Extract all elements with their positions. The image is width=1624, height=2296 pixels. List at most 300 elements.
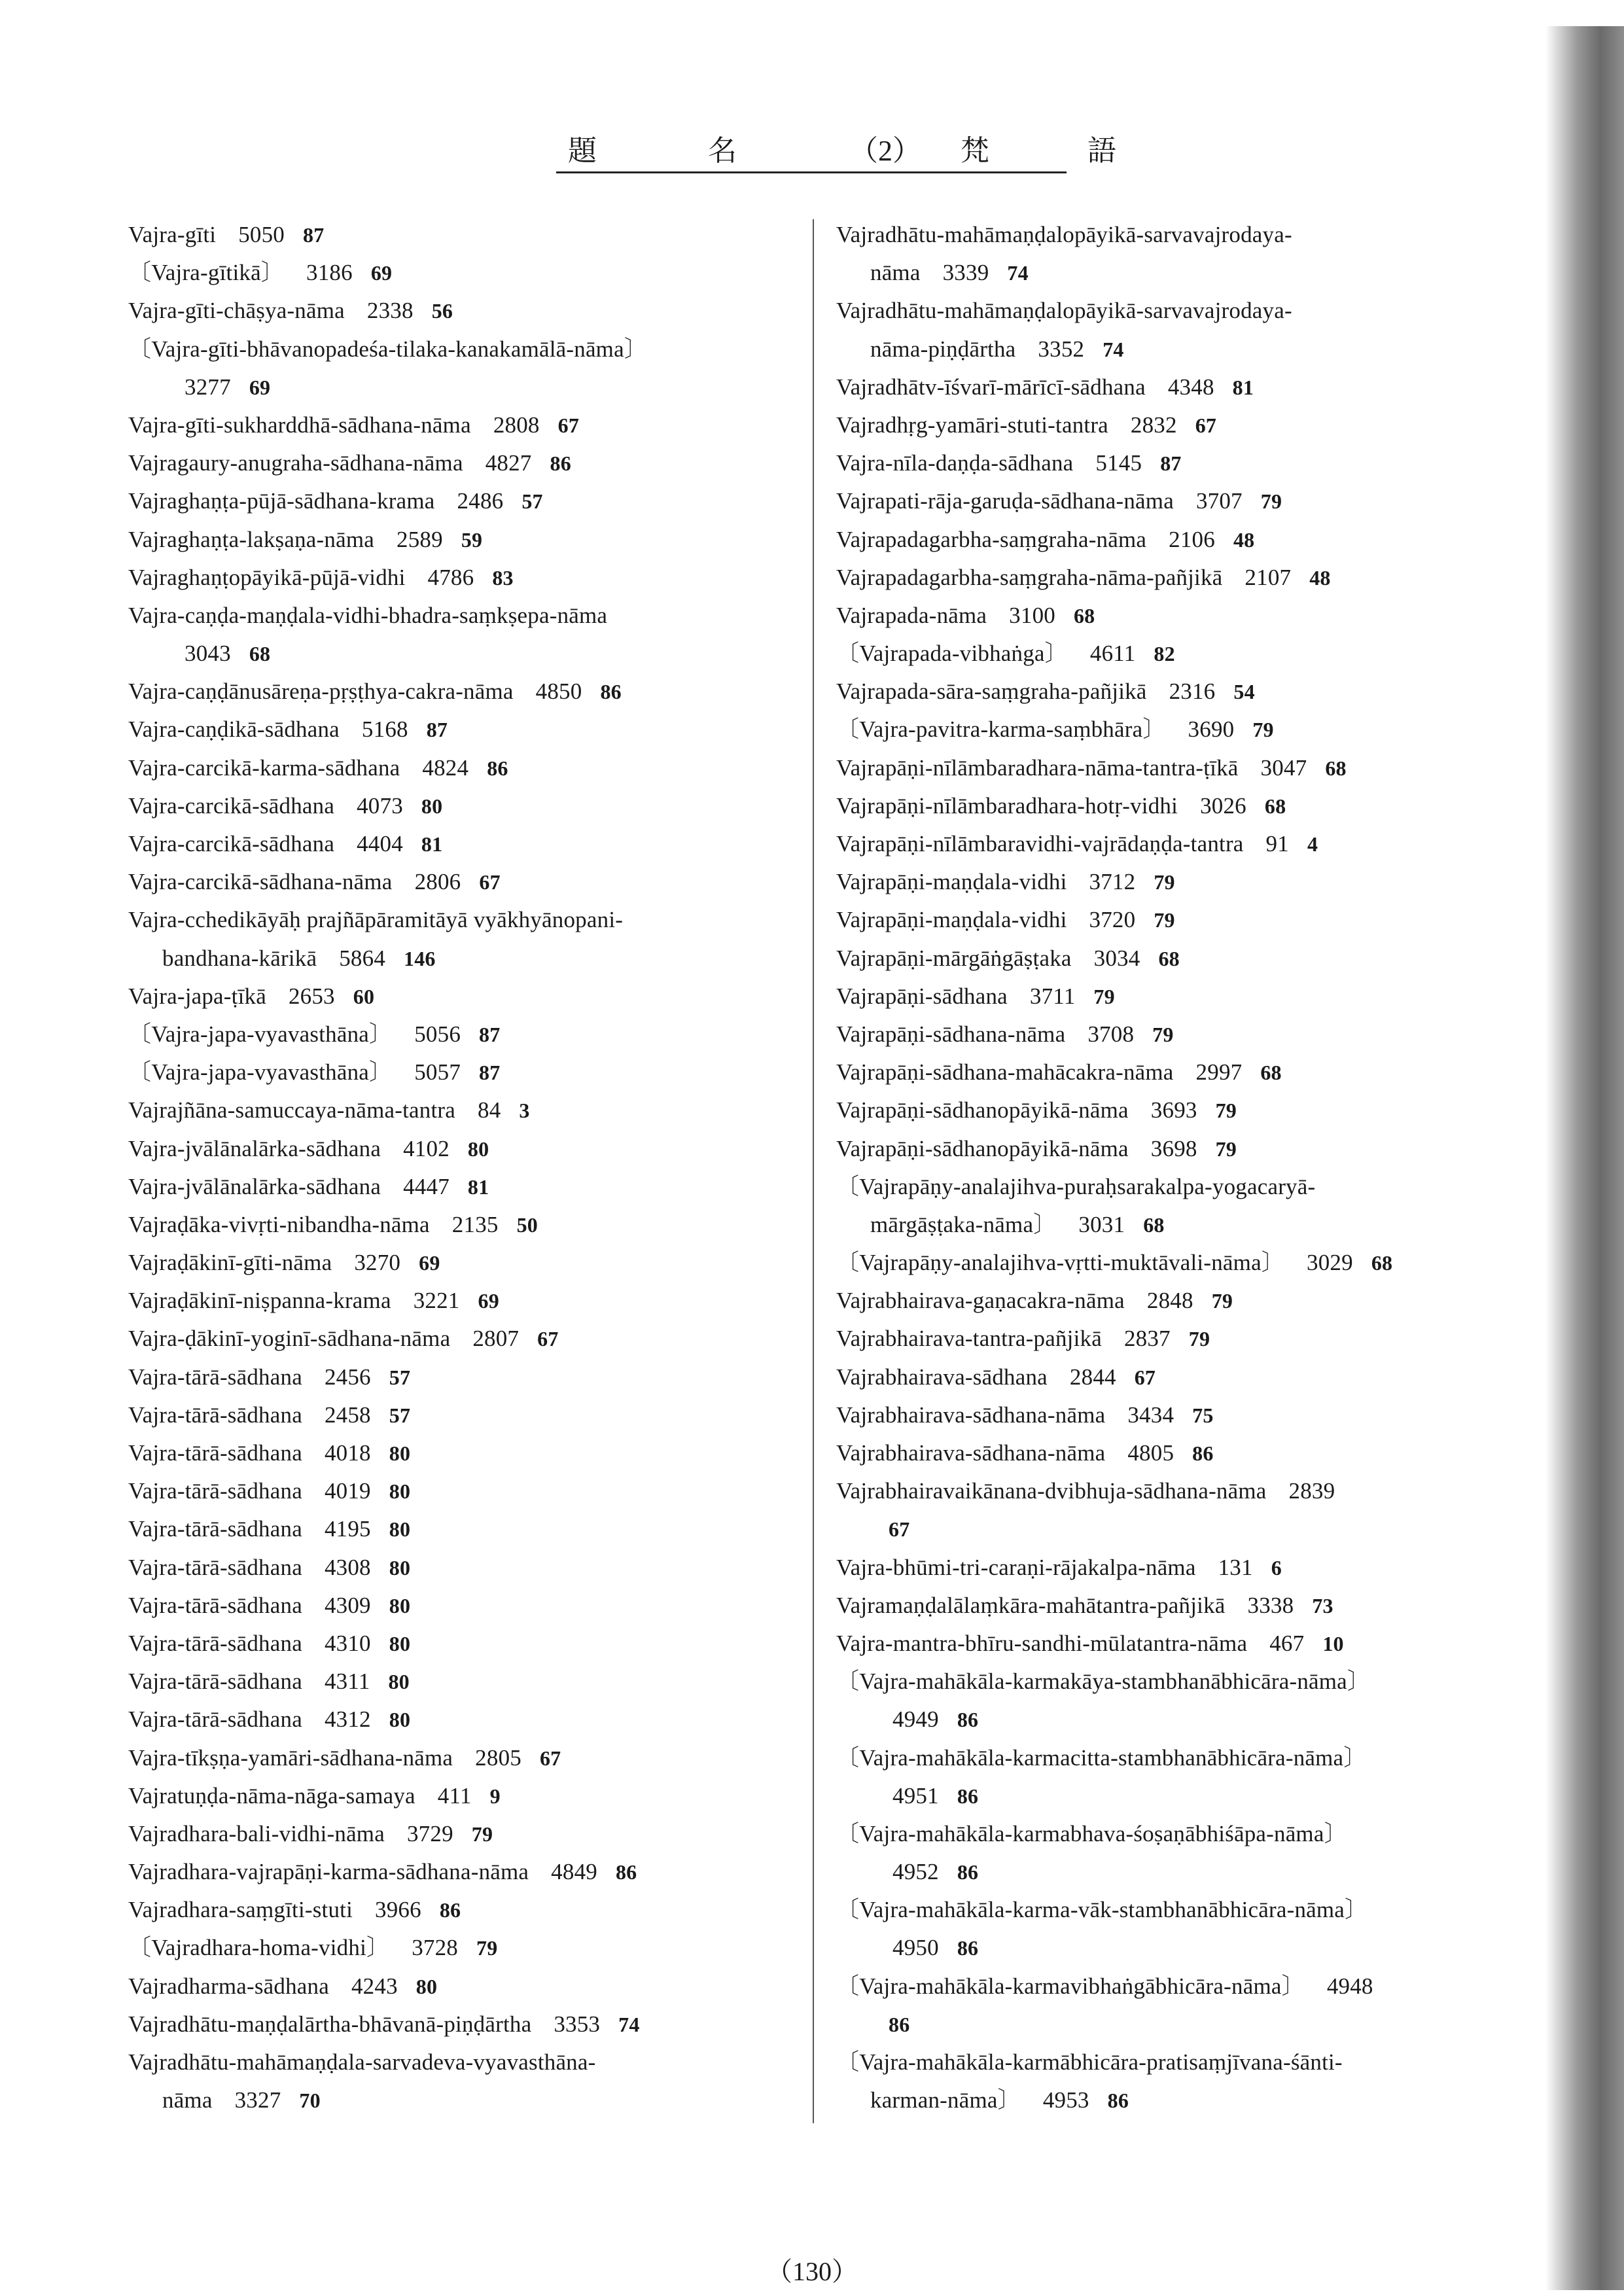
index-entry (128, 940, 789, 978)
entry-title: Vajraghaṇṭa-lakṣaṇa-nāma (128, 526, 374, 552)
entry-title: Vajrapāṇi-sādhana-mahācakra-nāma (836, 1059, 1174, 1086)
index-entry (836, 2043, 1517, 2081)
entry-page-number: 87 (479, 1061, 501, 1085)
index-entry (128, 978, 789, 1016)
entry-title: Vajrapāṇi-nīlāmbaravidhi-vajrādaṇḍa-tantra (836, 831, 1244, 857)
index-entry (836, 444, 1517, 482)
entry-page-number: 67 (557, 413, 580, 437)
entry-page-number: 69 (478, 1289, 499, 1313)
entry-catalog-number: 3720 (1089, 907, 1136, 933)
entry-page-number: 68 (1325, 756, 1347, 780)
entry-title: Vajradhara-saṃgīti-stuti (128, 1897, 353, 1923)
entry-catalog-number: 4827 (485, 450, 532, 476)
entry-title: Vajradhātu-mahāmaṇḍala-sarvadeva-vyavasthāna- (128, 2049, 596, 2075)
index-entry (836, 673, 1517, 711)
entry-title: Vajra-nīla-daṇḍa-sādhana (836, 450, 1074, 476)
index-entry (128, 1472, 789, 1510)
index-entry (128, 1396, 789, 1434)
entry-page-number: 87 (426, 718, 448, 742)
index-entry (128, 1777, 789, 1815)
index-entry (128, 1016, 789, 1053)
index-entry (836, 292, 1517, 330)
entry-catalog-number: 2839 (1288, 1478, 1335, 1504)
index-entry (836, 2005, 1517, 2043)
entry-page-number: 69 (249, 375, 271, 399)
entry-page-number: 57 (521, 489, 543, 514)
index-entry (836, 978, 1517, 1016)
entry-catalog-number: 2486 (457, 488, 504, 514)
entry-title: 〔Vajra-mahākāla-karmabhava-śoṣaṇābhiśāpa-nāma〕 (836, 1820, 1347, 1846)
header-char-1: 題 (568, 135, 597, 167)
entry-catalog-number: 3047 (1260, 754, 1307, 781)
entry-catalog-number: 3353 (554, 2011, 601, 2037)
entry-page-number: 86 (550, 451, 571, 476)
index-entry (836, 1053, 1517, 1091)
entry-catalog-number: 4019 (324, 1478, 371, 1504)
entry-page-number: 86 (615, 1860, 637, 1884)
index-entry (128, 1130, 789, 1168)
entry-title: Vajra-jvālānalārka-sādhana (128, 1173, 381, 1199)
entry-catalog-number: 4948 (1326, 1973, 1373, 1999)
index-entry (128, 406, 789, 444)
entry-page-number: 80 (389, 1441, 411, 1465)
entry-catalog-number: 3327 (234, 2087, 281, 2113)
index-entry (128, 1434, 789, 1472)
index-entry (836, 1853, 1517, 1891)
entry-catalog-number: 2458 (324, 1402, 371, 1428)
entry-title: Vajra-gīti-chāṣya-nāma (128, 298, 345, 324)
header-section-number: （2） (849, 135, 921, 167)
entry-page-number: 79 (1252, 718, 1274, 742)
entry-page-number: 9 (489, 1784, 501, 1808)
index-entry (836, 711, 1517, 749)
entry-title: Vajradhātv-īśvarī-mārīcī-sādhana (836, 374, 1146, 400)
entry-catalog-number: 3270 (354, 1250, 401, 1276)
entry-title: Vajraḍākinī-niṣpanna-krama (128, 1288, 391, 1314)
entry-catalog-number: 4447 (403, 1173, 450, 1199)
entry-title: Vajra-ḍākinī-yoginī-sādhana-nāma (128, 1326, 451, 1352)
entry-page-number: 70 (299, 2089, 321, 2113)
entry-title: Vajra-tārā-sādhana (128, 1592, 302, 1618)
entry-catalog-number: 2106 (1169, 526, 1215, 552)
entry-page-number: 74 (1007, 261, 1029, 285)
entry-page-number: 59 (461, 527, 483, 552)
entry-catalog-number: 4949 (892, 1706, 939, 1733)
entry-title: 〔Vajra-gīti-bhāvanopadeśa-tilaka-kanakamālā-nāma〕 (128, 336, 648, 362)
entry-title: Vajra-japa-ṭīkā (128, 983, 266, 1009)
entry-page-number: 79 (1188, 1327, 1210, 1351)
entry-title: Vajrapāṇi-maṇḍala-vidhi (836, 869, 1067, 895)
index-entry (128, 254, 789, 292)
index-entry (128, 597, 789, 635)
entry-title: 〔Vajrapada-vibhaṅga〕 (836, 641, 1068, 667)
index-entry (128, 1663, 789, 1701)
entry-page-number: 86 (1107, 2089, 1129, 2113)
index-entry (836, 1701, 1517, 1739)
entry-page-number: 48 (1233, 527, 1255, 552)
entry-page-number: 67 (479, 870, 501, 894)
entry-title: Vajrabhairavaikānana-dvibhuja-sādhana-nāma (836, 1478, 1267, 1504)
entry-page-number: 86 (889, 2012, 910, 2036)
entry-page-number: 146 (404, 946, 436, 970)
entry-title: 〔Vajrapāṇy-analajihva-vṛtti-muktāvali-nāma〕 (836, 1250, 1284, 1276)
header-char-4: 語 (1087, 135, 1116, 167)
entry-title: Vajradhara-bali-vidhi-nāma (128, 1820, 385, 1846)
column-divider (813, 219, 814, 2123)
index-entry (128, 825, 789, 863)
entry-title: Vajrapāṇi-sādhana-nāma (836, 1021, 1066, 1047)
header-char-3: 梵 (961, 135, 989, 167)
index-entry (836, 1168, 1517, 1206)
entry-catalog-number: 5050 (238, 222, 285, 247)
entry-page-number: 80 (388, 1670, 410, 1694)
entry-page-number: 3 (519, 1099, 530, 1123)
entry-catalog-number: 2848 (1146, 1288, 1193, 1314)
entry-title: Vajra-caṇḍikā-sādhana (128, 716, 340, 743)
entry-title: 〔Vajra-gītikā〕 (128, 260, 285, 286)
entry-title: Vajra-caṇḍa-maṇḍala-vidhi-bhadra-saṃkṣepa-nāma (128, 602, 608, 628)
index-entry (128, 1053, 789, 1091)
entry-page-number: 81 (1232, 375, 1254, 399)
entry-title: 〔Vajra-mahākāla-karmakāya-stambhanābhicāra-nāma〕 (836, 1669, 1371, 1695)
entry-catalog-number: 4073 (357, 792, 403, 819)
entry-catalog-number: 3186 (306, 260, 353, 286)
entry-page-number: 87 (303, 223, 325, 247)
entry-catalog-number: 2997 (1195, 1059, 1243, 1086)
entry-title: mārgāṣṭaka-nāma〕 (870, 1211, 1057, 1237)
entry-page-number: 79 (1260, 489, 1282, 514)
index-entry (836, 1282, 1517, 1320)
index-entry (128, 749, 789, 787)
entry-title: 〔Vajra-mahākāla-karmavibhaṅgābhicāra-nāma〕 (836, 1973, 1305, 1999)
entry-title: Vajra-caṇḍānusāreṇa-pṛṣṭhya-cakra-nāma (128, 679, 514, 705)
entry-catalog-number: 2844 (1069, 1364, 1116, 1390)
entry-title: Vajra-tārā-sādhana (128, 1516, 302, 1542)
entry-title: Vajrabhairava-tantra-pañjikā (836, 1326, 1102, 1352)
entry-catalog-number: 2338 (366, 298, 414, 324)
entry-title: Vajradhātu-mahāmaṇḍalopāyikā-sarvavajrodaya- (836, 298, 1292, 324)
entry-page-number: 80 (389, 1593, 411, 1617)
entry-title: Vajradhṛg-yamāri-stuti-tantra (836, 412, 1108, 438)
entry-title: Vajrapadagarbha-saṃgraha-nāma-pañjikā (836, 564, 1223, 590)
index-entry (128, 1358, 789, 1396)
entry-title: Vajratuṇḍa-nāma-nāga-samaya (128, 1782, 415, 1809)
entry-title: Vajrapāṇi-sādhanopāyikā-nāma (836, 1135, 1129, 1161)
entry-catalog-number: 4850 (535, 679, 582, 705)
entry-catalog-number: 5168 (361, 716, 408, 743)
entry-title: Vajraghaṇṭopāyikā-pūjā-vidhi (128, 564, 406, 590)
entry-catalog-number: 2808 (493, 412, 540, 438)
entry-page-number: 67 (1134, 1365, 1156, 1389)
index-entry (128, 1853, 789, 1891)
index-entry (128, 1929, 789, 1967)
entry-catalog-number: 131 (1218, 1554, 1253, 1580)
entry-catalog-number: 4951 (892, 1782, 939, 1809)
index-entry (128, 1701, 789, 1739)
index-entry (836, 482, 1517, 520)
entry-title: Vajra-tīkṣṇa-yamāri-sādhana-nāma (128, 1744, 453, 1771)
entry-catalog-number: 2316 (1169, 679, 1216, 705)
index-entry (836, 1510, 1517, 1548)
entry-page-number: 80 (421, 794, 443, 818)
index-entry (128, 1968, 789, 2005)
entry-page-number: 67 (537, 1327, 559, 1351)
entry-title: Vajra-gīti-sukharddhā-sādhana-nāma (128, 412, 471, 438)
index-entry (128, 901, 789, 939)
entry-catalog-number: 5864 (339, 945, 386, 971)
entry-catalog-number: 2832 (1130, 412, 1177, 438)
index-entry (836, 559, 1517, 597)
index-entry (836, 2081, 1517, 2119)
entry-catalog-number: 2807 (472, 1326, 520, 1352)
index-entry (128, 1815, 789, 1853)
entry-catalog-number: 3698 (1150, 1135, 1197, 1161)
entry-page-number: 79 (1154, 908, 1175, 932)
entry-title: Vajradharma-sādhana (128, 1973, 329, 1999)
entry-catalog-number: 3277 (185, 374, 231, 400)
index-entry (836, 1472, 1517, 1510)
index-entry (128, 482, 789, 520)
entry-title: Vajrapati-rāja-garuḍa-sādhana-nāma (836, 488, 1174, 514)
entry-catalog-number: 4404 (357, 831, 403, 857)
entry-page-number: 86 (957, 1936, 979, 1960)
index-entry (836, 863, 1517, 901)
entry-catalog-number: 4805 (1127, 1440, 1174, 1466)
entry-title: Vajra-jvālānalārka-sādhana (128, 1135, 381, 1161)
entry-page-number: 80 (389, 1631, 411, 1655)
entry-page-number: 67 (539, 1746, 561, 1770)
entry-page-number: 57 (389, 1403, 411, 1427)
index-entry (128, 1206, 789, 1244)
entry-catalog-number: 4102 (403, 1135, 450, 1161)
index-entry (128, 559, 789, 597)
entry-page-number: 68 (1260, 1061, 1282, 1085)
entry-title: Vajra-tārā-sādhana (128, 1364, 302, 1390)
index-entry (128, 521, 789, 559)
entry-page-number: 80 (389, 1517, 411, 1542)
index-entry (128, 863, 789, 901)
entry-title: nāma (870, 260, 921, 286)
index-entry (836, 1587, 1517, 1625)
entry-catalog-number: 2805 (475, 1744, 521, 1771)
index-entry (128, 787, 789, 825)
entry-page-number: 87 (479, 1022, 501, 1046)
entry-title: Vajra-tārā-sādhana (128, 1554, 302, 1580)
entry-page-number: 79 (1211, 1289, 1233, 1313)
index-entry (128, 216, 789, 254)
index-entry (836, 1016, 1517, 1053)
entry-catalog-number: 2837 (1123, 1326, 1171, 1352)
entry-title: nāma-piṇḍārtha (870, 336, 1016, 362)
entry-page-number: 60 (353, 984, 375, 1008)
index-entry (836, 1091, 1517, 1129)
index-entry (128, 711, 789, 749)
index-entry (128, 292, 789, 330)
index-entry (836, 521, 1517, 559)
header-char-2: 名 (708, 135, 737, 167)
index-entry (836, 1396, 1517, 1434)
entry-catalog-number: 2653 (288, 983, 335, 1009)
entry-catalog-number: 4611 (1089, 641, 1136, 667)
entry-page-number: 81 (467, 1174, 489, 1199)
entry-title: Vajrapāṇi-mārgāṅgāṣṭaka (836, 945, 1072, 971)
entry-catalog-number: 5145 (1095, 450, 1142, 476)
index-entry (836, 1358, 1517, 1396)
entry-title: Vajra-carcikā-karma-sādhana (128, 754, 400, 781)
index-entry (836, 1625, 1517, 1663)
entry-title: Vajra-cchedikāyāḥ prajñāpāramitāyā vyākhyānopani- (128, 907, 624, 933)
entry-catalog-number: 4849 (551, 1859, 597, 1885)
entry-page-number: 83 (492, 565, 514, 590)
entry-title: Vajradhara-vajrapāṇi-karma-sādhana-nāma (128, 1859, 529, 1885)
index-entry (836, 1130, 1517, 1168)
entry-title: Vajra-tārā-sādhana (128, 1478, 302, 1504)
entry-catalog-number: 4824 (422, 754, 469, 781)
left-index-column (128, 216, 789, 2119)
entry-catalog-number: 2456 (324, 1364, 371, 1390)
entry-catalog-number: 3043 (185, 641, 231, 667)
entry-title: Vajrapāṇi-sādhana (836, 983, 1008, 1009)
entry-page-number: 10 (1322, 1631, 1344, 1655)
entry-page-number: 50 (516, 1212, 538, 1237)
entry-title: Vajra-tārā-sādhana (128, 1440, 302, 1466)
index-entry (836, 1929, 1517, 1967)
index-entry (128, 2005, 789, 2043)
entry-title: Vajrapāṇi-maṇḍala-vidhi (836, 907, 1067, 933)
index-entry (128, 1891, 789, 1929)
index-entry (128, 1625, 789, 1663)
page-header (556, 130, 1116, 173)
entry-page-number: 80 (389, 1479, 411, 1504)
entry-catalog-number: 411 (437, 1782, 472, 1809)
entry-catalog-number: 3029 (1307, 1250, 1353, 1276)
entry-catalog-number: 4952 (892, 1859, 939, 1885)
index-entry (128, 444, 789, 482)
entry-title: Vajrapada-sāra-saṃgraha-pañjikā (836, 679, 1147, 705)
entry-page-number: 68 (1264, 794, 1286, 818)
entry-title: Vajra-tārā-sādhana (128, 1402, 302, 1428)
entry-title: 〔Vajra-mahākāla-karma-vāk-stambhanābhicāra-nāma〕 (836, 1897, 1368, 1923)
entry-title: Vajrapāṇi-sādhanopāyikā-nāma (836, 1097, 1129, 1123)
entry-catalog-number: 4953 (1042, 2087, 1089, 2113)
entry-catalog-number: 4786 (427, 564, 474, 590)
index-entry (128, 1244, 789, 1282)
entry-catalog-number: 5056 (414, 1021, 461, 1047)
entry-catalog-number: 3221 (413, 1288, 460, 1314)
entry-catalog-number: 3966 (375, 1897, 421, 1923)
entry-page-number: 86 (957, 1784, 979, 1808)
entry-page-number: 48 (1309, 565, 1331, 590)
index-entry (836, 1891, 1517, 1929)
entry-catalog-number: 4950 (892, 1935, 939, 1961)
entry-page-number: 86 (487, 756, 508, 780)
entry-page-number: 68 (1158, 946, 1180, 970)
index-entry (836, 254, 1517, 292)
entry-title: Vajraḍākinī-gīti-nāma (128, 1250, 332, 1276)
index-entry (836, 1739, 1517, 1777)
entry-title: Vajra-bhūmi-tri-caraṇi-rājakalpa-nāma (836, 1554, 1196, 1580)
entry-title: Vajradhātu-mahāmaṇḍalopāyikā-sarvavajrodaya- (836, 222, 1292, 247)
entry-page-number: 67 (1195, 413, 1217, 437)
entry-page-number: 80 (467, 1137, 489, 1161)
entry-title: 〔Vajra-mahākāla-karmacitta-stambhanābhicāra-nāma〕 (836, 1744, 1367, 1771)
index-entry (836, 1244, 1517, 1282)
entry-title: nāma (162, 2087, 213, 2113)
index-entry (836, 940, 1517, 978)
entry-title: Vajramaṇḍalālaṃkāra-mahātantra-pañjikā (836, 1592, 1226, 1618)
index-entry (128, 368, 789, 406)
entry-catalog-number: 4310 (324, 1630, 371, 1656)
entry-title: Vajrapāṇi-nīlāmbaradhara-hotṛ-vidhi (836, 792, 1178, 819)
index-entry (836, 1549, 1517, 1587)
entry-page-number: 68 (1371, 1251, 1393, 1275)
entry-page-number: 74 (618, 2012, 640, 2036)
entry-page-number: 54 (1233, 680, 1255, 704)
entry-catalog-number: 3707 (1195, 488, 1243, 514)
entry-page-number: 86 (957, 1708, 979, 1732)
entry-title: Vajrabhairava-gaṇacakra-nāma (836, 1288, 1125, 1314)
index-entry (836, 597, 1517, 635)
index-entry (128, 1587, 789, 1625)
entry-catalog-number: 3434 (1127, 1402, 1174, 1428)
index-entry (836, 825, 1517, 863)
entry-page-number: 4 (1307, 832, 1318, 856)
index-entry (128, 1320, 789, 1358)
entry-catalog-number: 3338 (1247, 1592, 1294, 1618)
entry-title: 〔Vajra-pavitra-karma-saṃbhāra〕 (836, 716, 1166, 743)
entry-catalog-number: 4348 (1167, 374, 1214, 400)
index-entry (836, 406, 1517, 444)
index-entry (836, 368, 1517, 406)
entry-page-number: 86 (1192, 1441, 1214, 1465)
entry-title: Vajra-tārā-sādhana (128, 1669, 302, 1695)
entry-catalog-number: 4018 (324, 1440, 371, 1466)
entry-title: Vajradhātu-maṇḍalārtha-bhāvanā-piṇḍārtha (128, 2011, 532, 2037)
entry-title: 〔Vajrapāṇy-analajihva-puraḥsarakalpa-yogacaryā- (836, 1173, 1316, 1199)
entry-catalog-number: 4243 (351, 1973, 398, 1999)
entry-page-number: 73 (1312, 1593, 1333, 1617)
index-entry (836, 635, 1517, 673)
entry-page-number: 81 (421, 832, 443, 856)
entry-title: 〔Vajra-japa-vyavasthāna〕 (128, 1059, 393, 1086)
entry-catalog-number: 2107 (1244, 564, 1292, 590)
entry-page-number: 79 (1152, 1022, 1174, 1046)
entry-title: 〔Vajra-mahākāla-karmābhicāra-pratisaṃjīvana-śānti- (836, 2049, 1343, 2075)
index-entry (836, 330, 1517, 368)
entry-page-number: 79 (476, 1936, 498, 1960)
entry-catalog-number: 3034 (1093, 945, 1140, 971)
entry-page-number: 79 (471, 1822, 493, 1846)
entry-page-number: 87 (1160, 451, 1182, 476)
entry-title: Vajrapadagarbha-saṃgraha-nāma (836, 526, 1147, 552)
entry-page-number: 67 (889, 1517, 910, 1542)
entry-catalog-number: 467 (1269, 1630, 1305, 1656)
index-entry (128, 1168, 789, 1206)
index-entry (836, 787, 1517, 825)
entry-page-number: 56 (431, 299, 453, 323)
entry-title: Vajra-carcikā-sādhana (128, 831, 335, 857)
entry-page-number: 86 (957, 1860, 979, 1884)
entry-title: bandhana-kārikā (162, 945, 317, 971)
entry-page-number: 86 (600, 680, 622, 704)
index-entry (128, 673, 789, 711)
entry-catalog-number: 3708 (1087, 1021, 1135, 1047)
entry-catalog-number: 3339 (942, 260, 989, 286)
entry-catalog-number: 3711 (1029, 983, 1076, 1009)
index-entry (128, 2081, 789, 2119)
entry-page-number: 68 (1143, 1212, 1165, 1237)
entry-title: Vajrabhairava-sādhana (836, 1364, 1048, 1390)
